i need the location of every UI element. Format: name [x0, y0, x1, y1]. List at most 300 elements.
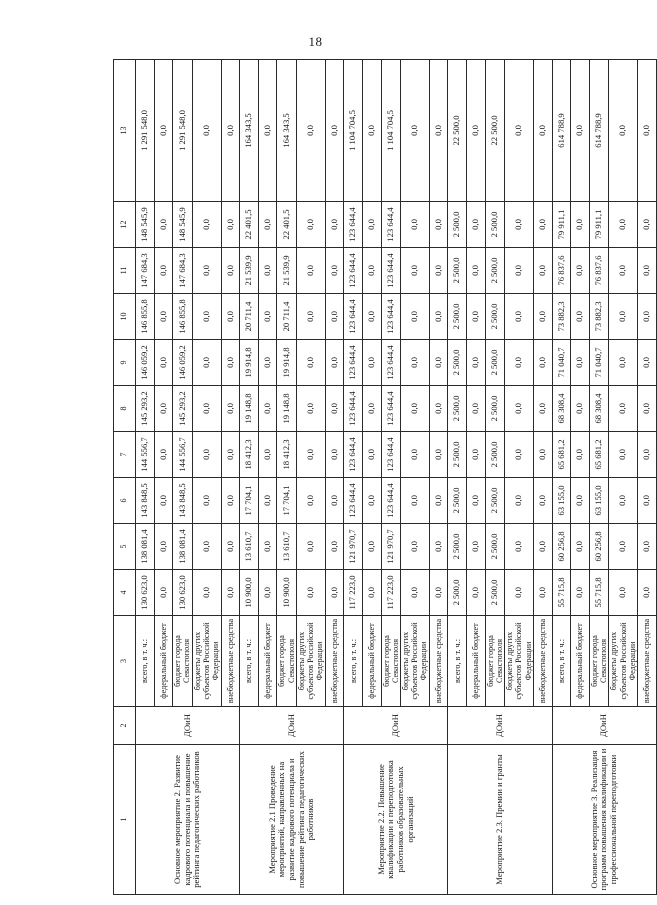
column-number-4: 4 [114, 570, 136, 616]
year-value-cell: 2 500,0 [485, 248, 504, 294]
total-value-cell: 164 343,5 [240, 60, 259, 202]
year-value-cell: 0,0 [296, 294, 325, 340]
year-value-cell: 2 500,0 [448, 432, 467, 478]
year-value-cell: 144 556,7 [173, 432, 192, 478]
year-value-cell: 0,0 [571, 340, 590, 386]
year-value-cell: 0,0 [192, 386, 221, 432]
year-value-cell: 0,0 [154, 524, 173, 570]
year-value-cell: 2 500,0 [448, 202, 467, 248]
year-value-cell: 68 308,4 [589, 386, 608, 432]
year-value-cell: 13 610,7 [240, 524, 259, 570]
year-value-cell: 0,0 [609, 340, 638, 386]
funding-source-cell: бюджет города Севастополя [173, 616, 192, 707]
funding-source-cell: федеральный бюджет [571, 616, 590, 707]
year-value-cell: 146 855,8 [136, 294, 155, 340]
year-value-cell: 0,0 [221, 570, 240, 616]
year-value-cell: 146 059,2 [173, 340, 192, 386]
year-value-cell: 0,0 [362, 248, 381, 294]
year-value-cell: 71 040,7 [589, 340, 608, 386]
year-value-cell: 123 644,4 [381, 202, 400, 248]
year-value-cell: 0,0 [400, 570, 429, 616]
year-value-cell: 0,0 [221, 248, 240, 294]
year-value-cell: 0,0 [154, 340, 173, 386]
year-value-cell: 145 293,2 [173, 386, 192, 432]
year-value-cell: 19 914,8 [240, 340, 259, 386]
year-value-cell: 0,0 [467, 570, 486, 616]
year-value-cell: 0,0 [609, 202, 638, 248]
total-value-cell: 0,0 [467, 60, 486, 202]
year-value-cell: 0,0 [221, 386, 240, 432]
year-value-cell: 0,0 [638, 386, 657, 432]
year-value-cell: 0,0 [154, 248, 173, 294]
year-value-cell: 0,0 [258, 248, 277, 294]
total-value-cell: 0,0 [534, 60, 553, 202]
year-value-cell: 0,0 [192, 570, 221, 616]
funding-source-cell: бюджет города Севастополя [381, 616, 400, 707]
funding-source-cell: бюджеты других субъектов Российской Федерации [609, 616, 638, 707]
year-value-cell: 0,0 [429, 524, 448, 570]
year-value-cell: 123 644,4 [344, 340, 363, 386]
year-value-cell: 18 412,3 [240, 432, 259, 478]
year-value-cell: 65 681,2 [552, 432, 571, 478]
year-value-cell: 0,0 [362, 386, 381, 432]
year-value-cell: 0,0 [400, 478, 429, 524]
year-value-cell: 0,0 [609, 524, 638, 570]
year-value-cell: 2 500,0 [485, 340, 504, 386]
year-value-cell: 0,0 [534, 248, 553, 294]
funding-source-cell: всего, в т. ч.: [240, 616, 259, 707]
year-value-cell: 0,0 [505, 432, 534, 478]
year-value-cell: 147 684,3 [173, 248, 192, 294]
year-value-cell: 2 500,0 [448, 524, 467, 570]
year-value-cell: 0,0 [362, 340, 381, 386]
year-value-cell: 0,0 [362, 478, 381, 524]
year-value-cell: 0,0 [638, 478, 657, 524]
table-row [552, 60, 571, 895]
year-value-cell: 0,0 [505, 202, 534, 248]
year-value-cell: 123 644,4 [381, 386, 400, 432]
year-value-cell: 143 848,5 [173, 478, 192, 524]
year-value-cell: 2 500,0 [448, 340, 467, 386]
year-value-cell: 2 500,0 [485, 570, 504, 616]
year-value-cell: 0,0 [325, 570, 344, 616]
year-value-cell: 0,0 [467, 202, 486, 248]
year-value-cell: 0,0 [192, 294, 221, 340]
year-value-cell: 0,0 [429, 340, 448, 386]
year-value-cell: 138 081,4 [136, 524, 155, 570]
year-value-cell: 2 500,0 [485, 432, 504, 478]
year-value-cell: 0,0 [296, 570, 325, 616]
year-value-cell: 0,0 [296, 478, 325, 524]
year-value-cell: 73 882,3 [589, 294, 608, 340]
year-value-cell: 145 293,2 [136, 386, 155, 432]
year-value-cell: 146 059,2 [136, 340, 155, 386]
year-value-cell: 0,0 [296, 386, 325, 432]
funding-source-cell: федеральный бюджет [258, 616, 277, 707]
year-value-cell: 0,0 [154, 478, 173, 524]
year-value-cell: 0,0 [296, 202, 325, 248]
year-value-cell: 71 040,7 [552, 340, 571, 386]
year-value-cell: 0,0 [154, 294, 173, 340]
year-value-cell: 0,0 [534, 570, 553, 616]
year-value-cell: 0,0 [192, 202, 221, 248]
year-value-cell: 0,0 [258, 432, 277, 478]
year-value-cell: 0,0 [400, 202, 429, 248]
year-value-cell: 0,0 [325, 432, 344, 478]
year-value-cell: 0,0 [505, 478, 534, 524]
year-value-cell: 0,0 [258, 386, 277, 432]
year-value-cell: 0,0 [221, 202, 240, 248]
year-value-cell: 123 644,4 [381, 248, 400, 294]
year-value-cell: 0,0 [505, 294, 534, 340]
year-value-cell: 0,0 [609, 432, 638, 478]
year-value-cell: 20 711,4 [240, 294, 259, 340]
year-value-cell: 0,0 [609, 386, 638, 432]
year-value-cell: 0,0 [505, 386, 534, 432]
year-value-cell: 0,0 [534, 340, 553, 386]
year-value-cell: 123 644,4 [344, 248, 363, 294]
year-value-cell: 0,0 [325, 524, 344, 570]
event-name-cell: Основное мероприятие 2. Развитие кадрового потенциала и повышение рейтинга педагогических работников [136, 745, 240, 895]
funding-source-cell: федеральный бюджет [362, 616, 381, 707]
year-value-cell: 76 837,6 [552, 248, 571, 294]
table-row [448, 60, 467, 895]
funding-source-cell: бюджет города Севастополя [589, 616, 608, 707]
year-value-cell: 123 644,4 [381, 340, 400, 386]
year-value-cell: 0,0 [571, 248, 590, 294]
year-value-cell: 0,0 [258, 202, 277, 248]
year-value-cell: 68 308,4 [552, 386, 571, 432]
column-number-2: 2 [114, 707, 136, 745]
year-value-cell: 0,0 [362, 524, 381, 570]
year-value-cell: 0,0 [400, 340, 429, 386]
year-value-cell: 0,0 [638, 248, 657, 294]
year-value-cell: 0,0 [221, 478, 240, 524]
total-value-cell: 164 343,5 [277, 60, 296, 202]
year-value-cell: 0,0 [400, 294, 429, 340]
year-value-cell: 0,0 [638, 432, 657, 478]
year-value-cell: 0,0 [534, 524, 553, 570]
year-value-cell: 0,0 [400, 524, 429, 570]
event-name-cell: Мероприятие 2.2. Повышение квалификации и переподготовка работников образовательных организаций [344, 745, 448, 895]
funding-source-cell: федеральный бюджет [154, 616, 173, 707]
year-value-cell: 0,0 [154, 386, 173, 432]
year-value-cell: 10 900,0 [240, 570, 259, 616]
year-value-cell: 121 970,7 [344, 524, 363, 570]
year-value-cell: 2 500,0 [485, 202, 504, 248]
funding-source-cell: бюджеты других субъектов Российской Федерации [192, 616, 221, 707]
year-value-cell: 2 500,0 [485, 294, 504, 340]
year-value-cell: 2 500,0 [485, 386, 504, 432]
total-value-cell: 1 104 704,5 [344, 60, 363, 202]
funding-source-cell: бюджеты других субъектов Российской Федерации [296, 616, 325, 707]
executor-cell: ДОиН [136, 707, 240, 745]
year-value-cell: 123 644,4 [344, 202, 363, 248]
year-value-cell: 148 545,9 [173, 202, 192, 248]
year-value-cell: 0,0 [429, 202, 448, 248]
total-value-cell: 1 104 704,5 [381, 60, 400, 202]
executor-cell: ДОиН [344, 707, 448, 745]
executor-cell: ДОиН [240, 707, 344, 745]
year-value-cell: 0,0 [638, 294, 657, 340]
year-value-cell: 0,0 [638, 202, 657, 248]
year-value-cell: 19 148,8 [240, 386, 259, 432]
year-value-cell: 0,0 [296, 524, 325, 570]
year-value-cell: 0,0 [571, 478, 590, 524]
year-value-cell: 2 500,0 [485, 524, 504, 570]
year-value-cell: 0,0 [467, 432, 486, 478]
year-value-cell: 123 644,4 [344, 432, 363, 478]
year-value-cell: 60 256,8 [589, 524, 608, 570]
year-value-cell: 0,0 [221, 524, 240, 570]
column-number-7: 7 [114, 432, 136, 478]
funding-source-cell: федеральный бюджет [467, 616, 486, 707]
year-value-cell: 0,0 [571, 570, 590, 616]
year-value-cell: 0,0 [534, 478, 553, 524]
year-value-cell: 0,0 [467, 294, 486, 340]
year-value-cell: 20 711,4 [277, 294, 296, 340]
year-value-cell: 117 223,0 [344, 570, 363, 616]
year-value-cell: 0,0 [325, 386, 344, 432]
year-value-cell: 0,0 [296, 432, 325, 478]
header-row [114, 60, 136, 895]
year-value-cell: 0,0 [429, 386, 448, 432]
funding-source-cell: всего, в т. ч.: [552, 616, 571, 707]
year-value-cell: 123 644,4 [381, 478, 400, 524]
year-value-cell: 2 500,0 [448, 248, 467, 294]
year-value-cell: 0,0 [325, 248, 344, 294]
total-value-cell: 0,0 [221, 60, 240, 202]
total-value-cell: 0,0 [505, 60, 534, 202]
column-number-13: 13 [114, 60, 136, 202]
year-value-cell: 0,0 [609, 570, 638, 616]
year-value-cell: 0,0 [400, 386, 429, 432]
year-value-cell: 0,0 [192, 248, 221, 294]
year-value-cell: 147 684,3 [136, 248, 155, 294]
year-value-cell: 117 223,0 [381, 570, 400, 616]
year-value-cell: 0,0 [325, 340, 344, 386]
funding-source-cell: внебюджетные средства [534, 616, 553, 707]
event-name-cell: Мероприятие 2.3. Премии и гранты [448, 745, 552, 895]
year-value-cell: 2 500,0 [485, 478, 504, 524]
column-number-10: 10 [114, 294, 136, 340]
year-value-cell: 0,0 [362, 294, 381, 340]
year-value-cell: 0,0 [258, 524, 277, 570]
table-row [136, 60, 155, 895]
year-value-cell: 0,0 [534, 432, 553, 478]
year-value-cell: 55 715,8 [589, 570, 608, 616]
year-value-cell: 0,0 [505, 248, 534, 294]
year-value-cell: 21 539,9 [277, 248, 296, 294]
year-value-cell: 60 256,8 [552, 524, 571, 570]
year-value-cell: 0,0 [258, 570, 277, 616]
funding-source-cell: бюджет города Севастополя [277, 616, 296, 707]
year-value-cell: 2 500,0 [448, 478, 467, 524]
year-value-cell: 0,0 [429, 248, 448, 294]
year-value-cell: 0,0 [325, 478, 344, 524]
year-value-cell: 0,0 [534, 202, 553, 248]
table-row [240, 60, 259, 895]
year-value-cell: 0,0 [296, 340, 325, 386]
total-value-cell: 0,0 [571, 60, 590, 202]
year-value-cell: 0,0 [154, 202, 173, 248]
year-value-cell: 65 681,2 [589, 432, 608, 478]
year-value-cell: 63 155,0 [589, 478, 608, 524]
year-value-cell: 0,0 [638, 340, 657, 386]
year-value-cell: 0,0 [325, 202, 344, 248]
funding-source-cell: внебюджетные средства [638, 616, 657, 707]
year-value-cell: 0,0 [296, 248, 325, 294]
column-number-12: 12 [114, 202, 136, 248]
year-value-cell: 0,0 [258, 478, 277, 524]
year-value-cell: 76 837,6 [589, 248, 608, 294]
year-value-cell: 0,0 [467, 524, 486, 570]
year-value-cell: 2 500,0 [448, 294, 467, 340]
column-number-9: 9 [114, 340, 136, 386]
total-value-cell: 0,0 [325, 60, 344, 202]
year-value-cell: 130 623,0 [136, 570, 155, 616]
total-value-cell: 0,0 [296, 60, 325, 202]
table-row [344, 60, 363, 895]
funding-source-cell: внебюджетные средства [429, 616, 448, 707]
year-value-cell: 0,0 [609, 294, 638, 340]
total-value-cell: 1 291 548,0 [173, 60, 192, 202]
total-value-cell: 1 291 548,0 [136, 60, 155, 202]
funding-source-cell: бюджет города Севастополя [485, 616, 504, 707]
year-value-cell: 144 556,7 [136, 432, 155, 478]
year-value-cell: 0,0 [571, 386, 590, 432]
year-value-cell: 0,0 [325, 294, 344, 340]
year-value-cell: 123 644,4 [381, 294, 400, 340]
year-value-cell: 123 644,4 [344, 386, 363, 432]
year-value-cell: 0,0 [571, 432, 590, 478]
year-value-cell: 123 644,4 [344, 478, 363, 524]
year-value-cell: 0,0 [400, 432, 429, 478]
year-value-cell: 138 081,4 [173, 524, 192, 570]
funding-source-cell: внебюджетные средства [221, 616, 240, 707]
total-value-cell: 0,0 [400, 60, 429, 202]
year-value-cell: 0,0 [467, 248, 486, 294]
year-value-cell: 0,0 [571, 202, 590, 248]
year-value-cell: 0,0 [534, 294, 553, 340]
year-value-cell: 0,0 [362, 570, 381, 616]
total-value-cell: 0,0 [192, 60, 221, 202]
table-body [114, 60, 657, 895]
year-value-cell: 0,0 [258, 294, 277, 340]
total-value-cell: 0,0 [154, 60, 173, 202]
event-name-cell: Мероприятие 2.1 Проведение мероприятий, направленных на развитие кадрового потенциала и повышение рейтинга педагогических работников [240, 745, 344, 895]
year-value-cell: 79 911,1 [552, 202, 571, 248]
year-value-cell: 0,0 [192, 524, 221, 570]
year-value-cell: 22 401,5 [277, 202, 296, 248]
year-value-cell: 0,0 [505, 524, 534, 570]
year-value-cell: 18 412,3 [277, 432, 296, 478]
funding-source-cell: всего, в т. ч.: [136, 616, 155, 707]
year-value-cell: 123 644,4 [344, 294, 363, 340]
year-value-cell: 0,0 [154, 570, 173, 616]
year-value-cell: 22 401,5 [240, 202, 259, 248]
year-value-cell: 0,0 [429, 570, 448, 616]
year-value-cell: 17 704,1 [277, 478, 296, 524]
year-value-cell: 10 900,0 [277, 570, 296, 616]
year-value-cell: 0,0 [638, 570, 657, 616]
year-value-cell: 0,0 [429, 294, 448, 340]
year-value-cell: 21 539,9 [240, 248, 259, 294]
year-value-cell: 0,0 [258, 340, 277, 386]
year-value-cell: 146 855,8 [173, 294, 192, 340]
column-number-1: 1 [114, 745, 136, 895]
budget-table [113, 59, 657, 895]
funding-source-cell: всего, в т. ч.: [448, 616, 467, 707]
year-value-cell: 121 970,7 [381, 524, 400, 570]
year-value-cell: 0,0 [467, 386, 486, 432]
page-number: 18 [308, 34, 323, 49]
year-value-cell: 0,0 [221, 432, 240, 478]
funding-source-cell: бюджеты других субъектов Российской Федерации [505, 616, 534, 707]
column-number-6: 6 [114, 478, 136, 524]
year-value-cell: 0,0 [638, 524, 657, 570]
year-value-cell: 2 500,0 [448, 386, 467, 432]
year-value-cell: 0,0 [362, 432, 381, 478]
rotated-table-sheet [113, 60, 652, 895]
year-value-cell: 2 500,0 [448, 570, 467, 616]
year-value-cell: 0,0 [609, 248, 638, 294]
column-number-8: 8 [114, 386, 136, 432]
funding-source-cell: внебюджетные средства [325, 616, 344, 707]
year-value-cell: 79 911,1 [589, 202, 608, 248]
year-value-cell: 0,0 [505, 570, 534, 616]
year-value-cell: 0,0 [571, 294, 590, 340]
executor-cell: ДОиН [552, 707, 656, 745]
year-value-cell: 0,0 [571, 524, 590, 570]
year-value-cell: 130 623,0 [173, 570, 192, 616]
total-value-cell: 614 788,9 [589, 60, 608, 202]
column-number-5: 5 [114, 524, 136, 570]
year-value-cell: 17 704,1 [240, 478, 259, 524]
year-value-cell: 55 715,8 [552, 570, 571, 616]
funding-source-cell: всего, в т. ч.: [344, 616, 363, 707]
year-value-cell: 148 545,9 [136, 202, 155, 248]
executor-cell: ДОиН [448, 707, 552, 745]
year-value-cell: 0,0 [192, 478, 221, 524]
funding-source-cell: бюджеты других субъектов Российской Федерации [400, 616, 429, 707]
year-value-cell: 123 644,4 [381, 432, 400, 478]
year-value-cell: 0,0 [429, 432, 448, 478]
year-value-cell: 13 610,7 [277, 524, 296, 570]
year-value-cell: 0,0 [467, 340, 486, 386]
column-number-3: 3 [114, 616, 136, 707]
total-value-cell: 0,0 [609, 60, 638, 202]
year-value-cell: 19 914,8 [277, 340, 296, 386]
total-value-cell: 614 788,9 [552, 60, 571, 202]
year-value-cell: 0,0 [429, 478, 448, 524]
year-value-cell: 0,0 [609, 478, 638, 524]
total-value-cell: 22 500,0 [448, 60, 467, 202]
year-value-cell: 0,0 [400, 248, 429, 294]
year-value-cell: 63 155,0 [552, 478, 571, 524]
total-value-cell: 0,0 [362, 60, 381, 202]
year-value-cell: 0,0 [534, 386, 553, 432]
year-value-cell: 0,0 [221, 294, 240, 340]
year-value-cell: 0,0 [505, 340, 534, 386]
year-value-cell: 0,0 [221, 340, 240, 386]
total-value-cell: 0,0 [258, 60, 277, 202]
year-value-cell: 0,0 [154, 432, 173, 478]
column-number-11: 11 [114, 248, 136, 294]
year-value-cell: 143 848,5 [136, 478, 155, 524]
year-value-cell: 0,0 [192, 432, 221, 478]
year-value-cell: 0,0 [467, 478, 486, 524]
